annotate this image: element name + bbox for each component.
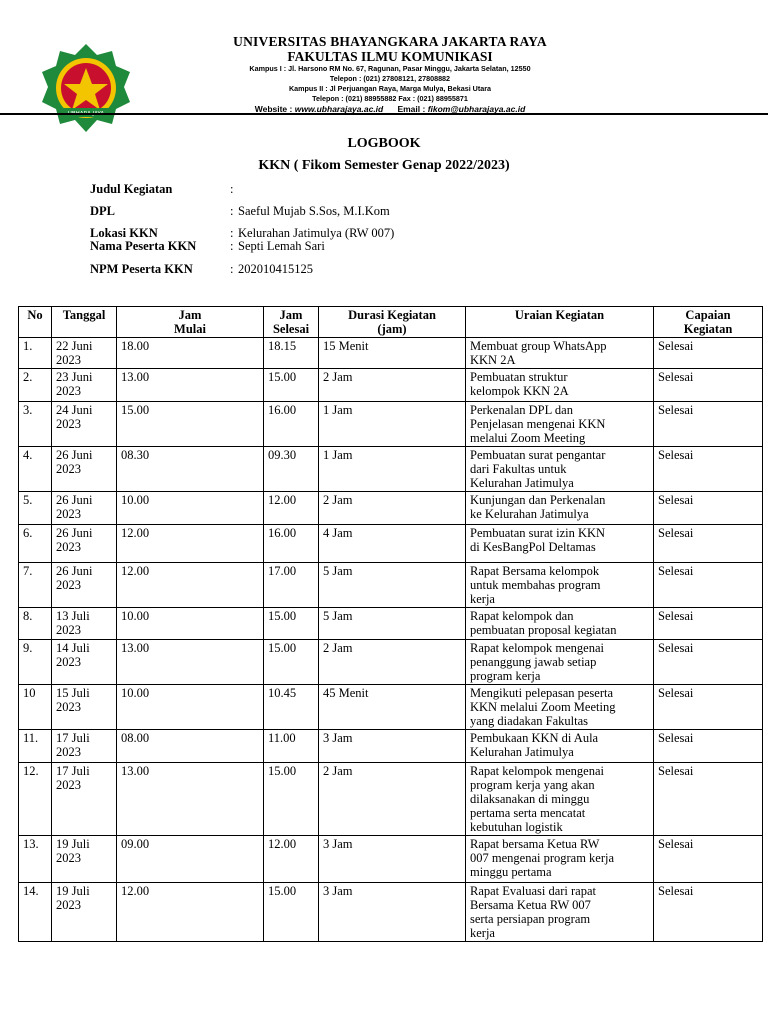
university-logo-icon <box>40 42 132 134</box>
table-row <box>19 369 763 402</box>
cell-jam-selesai: 15.00 <box>264 608 319 640</box>
info-value: Kelurahan Jatimulya (RW 007) <box>238 226 395 240</box>
cell-durasi: 45 Menit <box>319 685 466 730</box>
cell-capaian: Selesai <box>654 447 763 492</box>
cell-durasi: 1 Jam <box>319 447 466 492</box>
cell-tanggal: 26 Juni 2023 <box>52 447 117 492</box>
cell-capaian: Selesai <box>654 730 763 763</box>
table-row <box>19 492 763 525</box>
table-row <box>19 402 763 447</box>
table-row <box>19 836 763 883</box>
cell-uraian: Rapat kelompok mengenai program kerja yang akan dilaksanakan di minggu pertama serta mencatat kebutuhan logistik <box>466 763 654 836</box>
cell-jam-selesai: 16.00 <box>264 402 319 447</box>
cell-capaian: Selesai <box>654 338 763 369</box>
cell-no: 7. <box>19 563 52 608</box>
document-title: LOGBOOK <box>347 136 421 151</box>
cell-uraian: Pembuatan surat izin KKN di KesBangPol Deltamas <box>466 525 654 563</box>
info-row-npm: NPM Peserta KKN : 202010415125 <box>90 262 313 276</box>
cell-jam-selesai: 16.00 <box>264 525 319 563</box>
cell-jam-mulai: 12.00 <box>117 563 264 608</box>
cell-durasi: 15 Menit <box>319 338 466 369</box>
cell-uraian: Rapat Bersama kelompok untuk membahas program kerja <box>466 563 654 608</box>
cell-no: 13. <box>19 836 52 883</box>
cell-jam-mulai: 13.00 <box>117 369 264 402</box>
cell-jam-selesai: 17.00 <box>264 563 319 608</box>
cell-uraian: Membuat group WhatsApp KKN 2A <box>466 338 654 369</box>
cell-tanggal: 13 Juli 2023 <box>52 608 117 640</box>
cell-jam-selesai: 10.45 <box>264 685 319 730</box>
cell-durasi: 2 Jam <box>319 492 466 525</box>
cell-no: 3. <box>19 402 52 447</box>
cell-jam-mulai: 13.00 <box>117 763 264 836</box>
cell-no: 10 <box>19 685 52 730</box>
cell-capaian: Selesai <box>654 563 763 608</box>
cell-uraian: Pembuatan surat pengantar dari Fakultas untuk Kelurahan Jatimulya <box>466 447 654 492</box>
logo-text: UBHARA JAYA <box>67 111 105 117</box>
cell-capaian: Selesai <box>654 369 763 402</box>
cell-jam-mulai: 08.30 <box>117 447 264 492</box>
cell-no: 1. <box>19 338 52 369</box>
table-row <box>19 730 763 763</box>
cell-no: 6. <box>19 525 52 563</box>
cell-durasi: 5 Jam <box>319 608 466 640</box>
campus-1-address: Kampus I : Jl. Harsono RM No. 67, Ragunan, Pasar Minggu, Jakarta Selatan, 12550 <box>249 64 531 73</box>
cell-jam-selesai: 18.15 <box>264 338 319 369</box>
cell-uraian: Kunjungan dan Perkenalan ke Kelurahan Jatimulya <box>466 492 654 525</box>
cell-no: 9. <box>19 640 52 685</box>
campus-1-phone: Telepon : (021) 27808121, 27808882 <box>329 74 451 83</box>
cell-uraian: Perkenalan DPL dan Penjelasan mengenai KKN melalui Zoom Meeting <box>466 402 654 447</box>
cell-jam-selesai: 15.00 <box>264 369 319 402</box>
table-row <box>19 763 763 836</box>
cell-uraian: Pembukaan KKN di Aula Kelurahan Jatimulya <box>466 730 654 763</box>
cell-capaian: Selesai <box>654 492 763 525</box>
cell-durasi: 2 Jam <box>319 763 466 836</box>
info-row-lokasi: Lokasi KKN : Kelurahan Jatimulya (RW 007) <box>90 226 395 240</box>
cell-tanggal: 14 Juli 2023 <box>52 640 117 685</box>
cell-tanggal: 17 Juli 2023 <box>52 730 117 763</box>
university-name: UNIVERSITAS BHAYANGKARA JAKARTA RAYA <box>233 34 547 49</box>
cell-capaian: Selesai <box>654 883 763 942</box>
cell-uraian: Rapat kelompok dan pembuatan proposal kegiatan <box>466 608 654 640</box>
table-row <box>19 563 763 608</box>
cell-jam-mulai: 10.00 <box>117 492 264 525</box>
table-row <box>19 525 763 563</box>
info-value: Septi Lemah Sari <box>238 239 325 253</box>
header-capaian: Capaian Kegiatan <box>654 307 763 338</box>
cell-jam-selesai: 12.00 <box>264 492 319 525</box>
cell-no: 8. <box>19 608 52 640</box>
cell-jam-mulai: 13.00 <box>117 640 264 685</box>
cell-durasi: 4 Jam <box>319 525 466 563</box>
table-row <box>19 883 763 942</box>
cell-jam-mulai: 10.00 <box>117 685 264 730</box>
cell-tanggal: 17 Juli 2023 <box>52 763 117 836</box>
cell-uraian: Pembuatan struktur kelompok KKN 2A <box>466 369 654 402</box>
header-no: No <box>19 307 52 338</box>
cell-durasi: 3 Jam <box>319 730 466 763</box>
header-jam-selesai: Jam Selesai <box>264 307 319 338</box>
website-link[interactable]: www.ubharajaya.ac.id <box>294 104 384 114</box>
cell-no: 11. <box>19 730 52 763</box>
table-row <box>19 608 763 640</box>
cell-jam-mulai: 09.00 <box>117 836 264 883</box>
cell-jam-mulai: 15.00 <box>117 402 264 447</box>
cell-durasi: 1 Jam <box>319 402 466 447</box>
cell-tanggal: 22 Juni 2023 <box>52 338 117 369</box>
cell-durasi: 2 Jam <box>319 640 466 685</box>
table-row <box>19 338 763 369</box>
cell-tanggal: 15 Juli 2023 <box>52 685 117 730</box>
info-row-dpl: DPL : Saeful Mujab S.Sos, M.I.Kom <box>90 204 390 218</box>
cell-capaian: Selesai <box>654 640 763 685</box>
cell-no: 5. <box>19 492 52 525</box>
cell-tanggal: 26 Juni 2023 <box>52 525 117 563</box>
info-row-nama: Nama Peserta KKN : Septi Lemah Sari <box>90 239 325 253</box>
cell-capaian: Selesai <box>654 836 763 883</box>
info-label: NPM Peserta KKN <box>90 262 193 276</box>
campus-2-phone: Telepon : (021) 88955882 Fax : (021) 88955871 <box>312 94 468 103</box>
cell-capaian: Selesai <box>654 763 763 836</box>
faculty-name: FAKULTAS ILMU KOMUNIKASI <box>287 49 493 64</box>
email-label: Email : <box>397 104 426 114</box>
cell-jam-mulai: 18.00 <box>117 338 264 369</box>
cell-uraian: Rapat kelompok mengenai penanggung jawab setiap program kerja <box>466 640 654 685</box>
header-durasi: Durasi Kegiatan (jam) <box>319 307 466 338</box>
cell-jam-selesai: 09.30 <box>264 447 319 492</box>
cell-tanggal: 26 Juni 2023 <box>52 492 117 525</box>
cell-jam-mulai: 12.00 <box>117 525 264 563</box>
document-subtitle: KKN ( Fikom Semester Genap 2022/2023) <box>258 158 510 173</box>
cell-no: 12. <box>19 763 52 836</box>
letterhead <box>0 28 768 118</box>
cell-durasi: 5 Jam <box>319 563 466 608</box>
cell-tanggal: 23 Juni 2023 <box>52 369 117 402</box>
table-body <box>19 338 763 942</box>
campus-2-address: Kampus II : Jl Perjuangan Raya, Marga Mulya, Bekasi Utara <box>288 84 492 93</box>
header-divider <box>0 113 768 115</box>
info-value: Saeful Mujab S.Sos, M.I.Kom <box>238 204 390 218</box>
table-row <box>19 640 763 685</box>
cell-jam-selesai: 15.00 <box>264 640 319 685</box>
info-label: DPL <box>90 204 115 218</box>
cell-capaian: Selesai <box>654 608 763 640</box>
cell-durasi: 3 Jam <box>319 883 466 942</box>
cell-durasi: 3 Jam <box>319 836 466 883</box>
cell-no: 14. <box>19 883 52 942</box>
table-header-row <box>19 307 763 338</box>
cell-tanggal: 19 Juli 2023 <box>52 883 117 942</box>
cell-jam-mulai: 12.00 <box>117 883 264 942</box>
cell-uraian: Rapat Evaluasi dari rapat Bersama Ketua RW 007 serta persiapan program kerja <box>466 883 654 942</box>
logbook-table <box>18 306 763 942</box>
info-label: Lokasi KKN <box>90 226 158 240</box>
table-row <box>19 685 763 730</box>
cell-jam-mulai: 08.00 <box>117 730 264 763</box>
info-label: Nama Peserta KKN <box>90 239 197 253</box>
cell-uraian: Mengikuti pelepasan peserta KKN melalui Zoom Meeting yang diadakan Fakultas <box>466 685 654 730</box>
cell-jam-selesai: 15.00 <box>264 883 319 942</box>
website-label: Website : <box>254 104 293 114</box>
cell-jam-mulai: 10.00 <box>117 608 264 640</box>
cell-capaian: Selesai <box>654 525 763 563</box>
cell-jam-selesai: 11.00 <box>264 730 319 763</box>
info-row-judul: Judul Kegiatan : <box>90 182 234 196</box>
info-value: 202010415125 <box>238 262 313 276</box>
cell-no: 4. <box>19 447 52 492</box>
header-jam-mulai: Jam Mulai <box>117 307 264 338</box>
cell-jam-selesai: 12.00 <box>264 836 319 883</box>
header-uraian: Uraian Kegiatan <box>466 307 654 338</box>
cell-tanggal: 19 Juli 2023 <box>52 836 117 883</box>
info-label: Judul Kegiatan <box>90 182 173 196</box>
cell-durasi: 2 Jam <box>319 369 466 402</box>
cell-capaian: Selesai <box>654 685 763 730</box>
header-tanggal: Tanggal <box>52 307 117 338</box>
cell-jam-selesai: 15.00 <box>264 763 319 836</box>
cell-tanggal: 26 Juni 2023 <box>52 563 117 608</box>
email-link[interactable]: fikom@ubharajaya.ac.id <box>427 104 526 114</box>
cell-capaian: Selesai <box>654 402 763 447</box>
cell-no: 2. <box>19 369 52 402</box>
table-row <box>19 447 763 492</box>
cell-uraian: Rapat bersama Ketua RW 007 mengenai program kerja minggu pertama <box>466 836 654 883</box>
cell-tanggal: 24 Juni 2023 <box>52 402 117 447</box>
